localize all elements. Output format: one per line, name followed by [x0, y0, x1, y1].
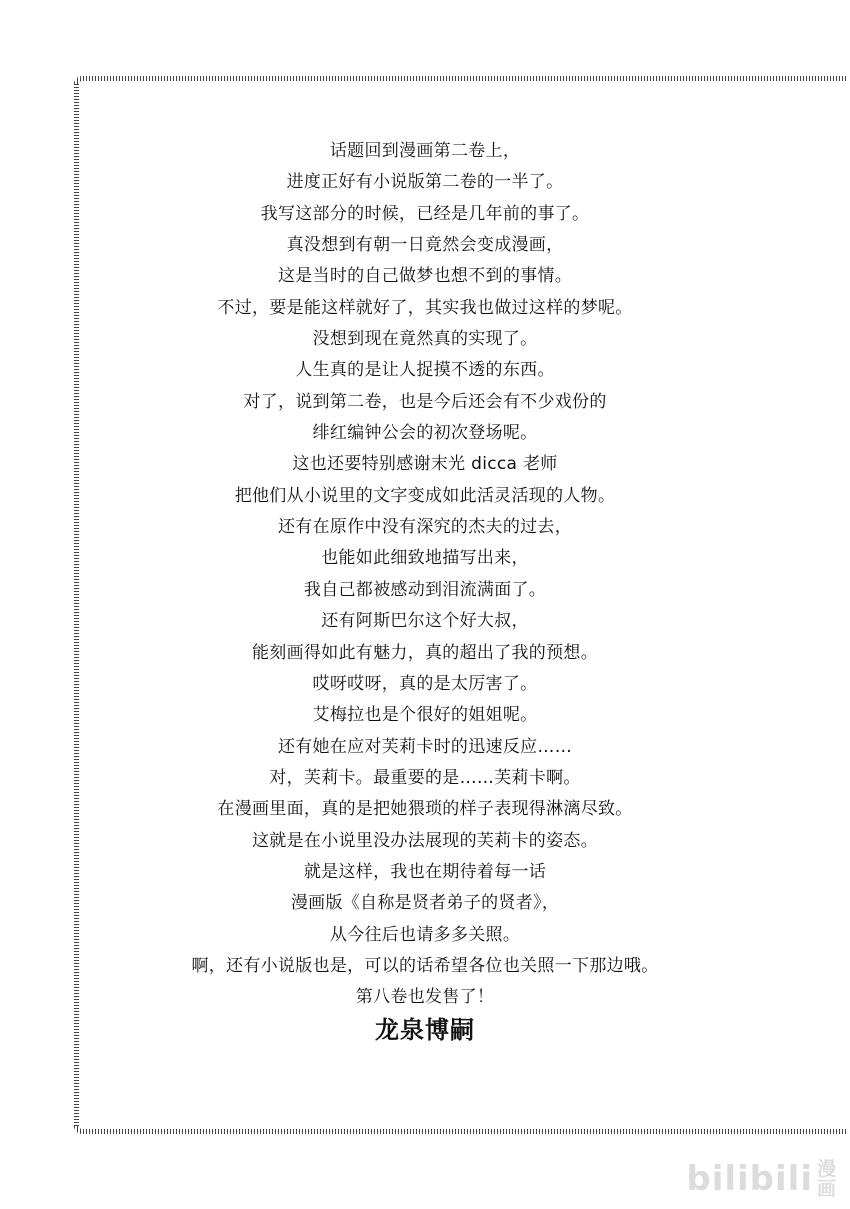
afterword-text — [0, 136, 850, 1014]
text-line: 还有她在应对芙莉卡时的迅速反应…… — [277, 736, 573, 757]
text-line: 把他们从小说里的文字变成如此活灵活现的人物。 — [234, 485, 616, 506]
text-line: 真没想到有朝一日竟然会变成漫画， — [286, 235, 564, 256]
text-line: 这也还要特别感谢末光 dicca 老师 — [292, 454, 558, 475]
text-line: 从今往后也请多多关照。 — [329, 924, 521, 945]
bilibili-manga-watermark — [686, 1159, 836, 1199]
text-line: 对了，说到第二卷，也是今后还会有不少戏份的 — [243, 391, 607, 412]
text-line: 漫画版《自称是贤者弟子的贤者》， — [290, 893, 560, 914]
text-line: 艾梅拉也是个很好的姐姐呢。 — [312, 705, 538, 726]
text-line: 也能如此细致地描写出来， — [321, 548, 529, 569]
bilibili-logo: bilibili — [686, 1159, 813, 1199]
text-line: 对，芙莉卡。最重要的是……芙莉卡啊。 — [269, 767, 581, 788]
text-line: 就是这样，我也在期待着每一话 — [303, 861, 547, 882]
text-line: 进度正好有小说版第二卷的一半了。 — [286, 172, 564, 193]
text-line: 我自己都被感动到泪流满面了。 — [303, 579, 547, 600]
manga-label-top: 漫 — [816, 1158, 836, 1180]
text-line: 在漫画里面，真的是把她猥琐的样子表现得淋漓尽致。 — [217, 799, 633, 820]
text-line: 还有在原作中没有深究的杰夫的过去， — [277, 517, 573, 538]
text-line: 我写这部分的时候，已经是几年前的事了。 — [260, 203, 590, 224]
text-line: 啊，还有小说版也是，可以的话希望各位也关照一下那边哦。 — [191, 955, 659, 976]
text-line: 哎呀哎呀，真的是太厉害了。 — [312, 673, 538, 694]
text-line: 这是当时的自己做梦也想不到的事情。 — [277, 266, 573, 287]
text-line: 话题回到漫画第二卷上， — [329, 141, 521, 161]
text-line: 人生真的是让人捉摸不透的东西。 — [295, 360, 555, 381]
text-line: 这就是在小说里没办法展现的芙莉卡的姿态。 — [252, 830, 598, 851]
text-line: 第八卷也发售了！ — [355, 987, 495, 1008]
manga-label — [817, 1159, 836, 1199]
text-line: 没想到现在竟然真的实现了。 — [312, 329, 538, 350]
author-signature: 龙泉博嗣 — [375, 1016, 475, 1044]
text-line: 不过，要是能这样就好了，其实我也做过这样的梦呢。 — [217, 297, 633, 318]
text-line: 绯红编钟公会的初次登场呢。 — [312, 423, 538, 444]
manga-label-bottom: 画 — [816, 1178, 836, 1200]
text-line: 能刻画得如此有魅力，真的超出了我的预想。 — [252, 642, 598, 663]
text-line: 还有阿斯巴尔这个好大叔， — [321, 611, 529, 632]
